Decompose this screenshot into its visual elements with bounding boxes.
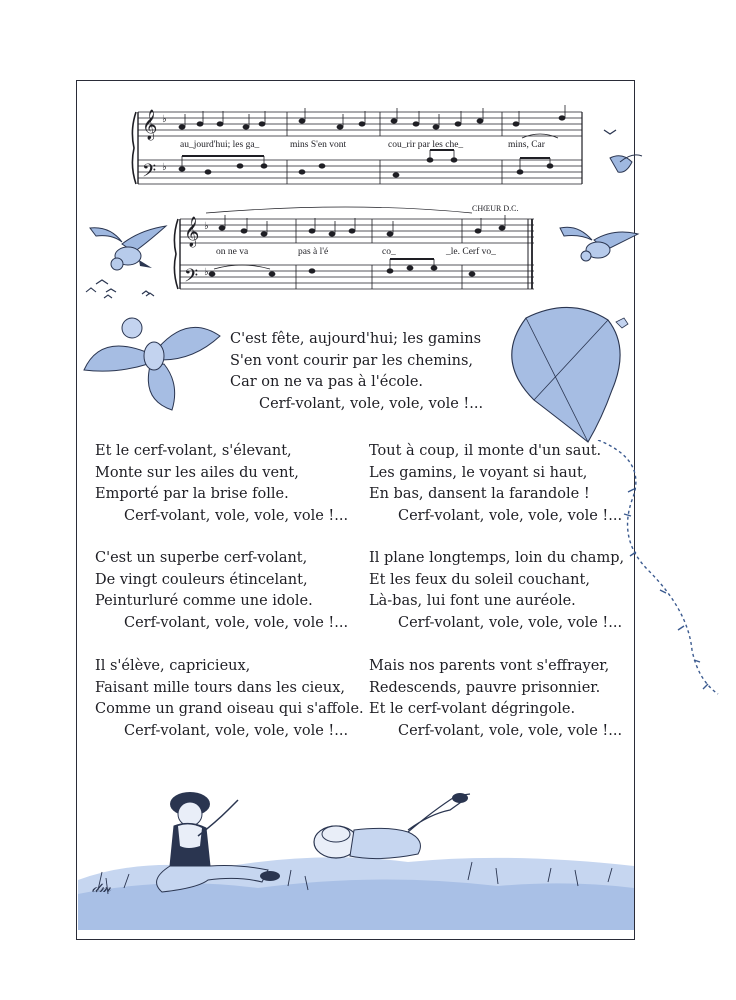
svg-text:♭: ♭ [162,114,167,125]
svg-text:𝄢: 𝄢 [184,266,199,291]
svg-text:𝄞: 𝄞 [184,217,200,247]
refrain-line: Cerf-volant, vole, vole, vole !... [398,507,623,524]
bird-illustration-top-right [596,122,644,198]
verse-line: Les gamins, le voyant si haut, [369,464,588,481]
verse-line: Faisant mille tours dans les cieux, [95,679,345,696]
refrain-line: Cerf-volant, vole, vole, vole !... [124,614,349,631]
score-lyric-1: au_jourd'hui; les ga_ [180,140,260,150]
verse-line: Emporté par la brise folle. [95,486,289,502]
left-stanza-3 [95,656,364,742]
verse-line: Peinturluré comme une idole. [95,593,313,609]
verse-line: C'est un superbe cerf-volant, [95,550,308,566]
score-lyric-7: co_ [382,247,396,257]
right-stanza-3 [369,656,622,742]
intro-refrain: Cerf-volant, vole, vole, vole !... [259,395,484,412]
svg-text:𝄞: 𝄞 [142,110,158,140]
score-lyric-5: on ne va [216,247,249,257]
verse-line: Redescends, pauvre prisonnier. [369,679,601,696]
svg-text:♭: ♭ [204,221,209,232]
intro-stanza [230,329,483,415]
verse-line: Il s'élève, capricieux, [95,658,251,674]
verse-line: Comme un grand oiseau qui s'affole. [95,701,364,717]
verse-line: De vingt couleurs étincelant, [95,571,308,588]
refrain-line: Cerf-volant, vole, vole, vole !... [398,614,623,631]
verse-line: Et le cerf-volant, s'élevant, [95,443,292,459]
svg-text:𝄢: 𝄢 [142,161,157,186]
right-stanza-2 [369,548,624,634]
kite-illustration [490,300,638,448]
refrain-line: Cerf-volant, vole, vole, vole !... [124,722,349,739]
children-on-grass-illustration [78,770,634,930]
verse-line: Et les feux du soleil couchant, [369,571,590,588]
small-birds-left [84,282,174,306]
left-stanza-2 [95,548,348,634]
score-lyric-4: mins, Car [508,140,545,150]
music-score-system-1 [130,100,590,195]
svg-text:♭: ♭ [204,267,209,278]
verse-line: Il plane longtemps, loin du champ, [369,550,625,566]
verse-line: Mais nos parents vont s'effrayer, [369,658,610,674]
verse-line: Tout à coup, il monte d'un saut. [369,443,602,459]
refrain-line: Cerf-volant, vole, vole, vole !... [124,507,349,524]
verse-line: Monte sur les ailes du vent, [95,464,299,481]
music-score-system-2 [172,203,542,298]
intro-line-1: C'est fête, aujourd'hui; les gamins [230,331,482,347]
intro-line-2: S'en vont courir par les chemins, [230,352,473,369]
bird-illustration-right [558,214,642,270]
score-lyric-6: pas à l'é [298,247,329,257]
verse-line: Là-bas, lui font une auréole. [369,593,576,609]
right-stanza-1 [369,441,622,527]
verse-line: En bas, dansent la farandole ! [369,486,590,502]
score-lyric-8: _le. Cerf vo_ [446,247,496,257]
chorus-label: CHŒUR D.C. [472,204,519,213]
verse-line: Et le cerf-volant dégringole. [369,701,576,717]
svg-text:♭: ♭ [162,162,167,173]
svg-text:𝒹𝓂: 𝒹𝓂 [92,880,111,896]
intro-line-3: Car on ne va pas à l'école. [230,374,424,390]
left-stanza-1 [95,441,348,527]
refrain-line: Cerf-volant, vole, vole, vole !... [398,722,623,739]
score-lyric-3: cou_rir par les che_ [388,140,464,150]
score-lyric-2: mins S'en vont [290,140,347,150]
butterfly-kite-illustration [80,312,230,418]
